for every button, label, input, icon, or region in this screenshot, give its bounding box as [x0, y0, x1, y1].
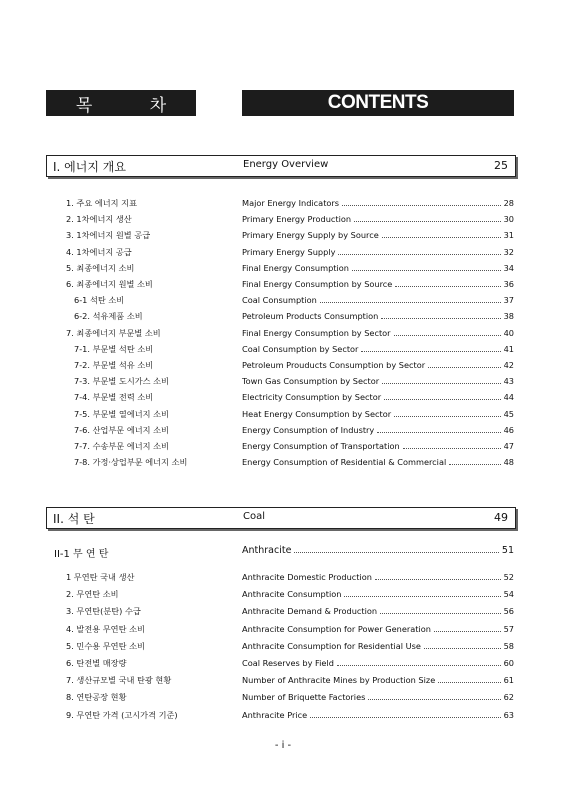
entry-english: Coal Consumption by Sector — [242, 343, 359, 354]
entry-korean: 7-4. 부문별 전력 소비 — [74, 392, 154, 403]
toc-entry — [0, 344, 566, 360]
entry-english-line — [242, 658, 514, 668]
entry-korean: 5. 민수용 무연탄 소비 — [66, 640, 145, 651]
entry-english: Anthracite Domestic Production — [242, 572, 372, 582]
entry-english-line — [242, 710, 514, 720]
entry-korean: 6. 탄전별 매장량 — [66, 658, 127, 668]
entry-korean: 7. 최종에너지 부문별 소비 — [66, 327, 161, 338]
entry-page: 34 — [503, 262, 514, 273]
entry-page: 32 — [503, 246, 514, 257]
toc-entry — [0, 675, 566, 691]
entry-korean: 7-2. 부문별 석유 소비 — [74, 360, 154, 370]
toc-entry — [0, 606, 566, 622]
entry-korean: 1. 주요 에너지 지표 — [66, 198, 137, 208]
entry-korean: 3. 무연탄(분탄) 수급 — [66, 606, 141, 617]
entry-english: Anthracite Consumption for Residential Use — [242, 640, 421, 651]
entry-page: 41 — [503, 343, 514, 354]
entry-english: Petroleum Products Consumption — [242, 311, 379, 322]
header-korean — [46, 90, 196, 116]
toc-entry — [0, 392, 566, 408]
toc-entry — [0, 589, 566, 605]
entry-english-line — [242, 328, 514, 338]
section-1-korean: I. 에너지 개요 — [53, 160, 126, 174]
entry-korean: 9. 무연탄 가격 (고시가격 기준) — [66, 709, 178, 720]
leader-dots — [361, 345, 500, 352]
entry-english-line — [242, 214, 514, 224]
entry-english-line — [242, 376, 514, 386]
section-1-page: 25 — [494, 159, 508, 172]
entry-page: 57 — [503, 623, 514, 634]
entry-page: 62 — [503, 692, 514, 703]
entry-page: 56 — [503, 606, 514, 617]
leader-dots — [384, 393, 501, 400]
entry-korean: 7-6. 산업부문 에너지 소비 — [74, 424, 169, 435]
toc-entry — [0, 624, 566, 640]
entry-english: Primary Energy Production — [242, 214, 352, 225]
entry-korean: 4. 1차에너지 공급 — [66, 246, 132, 257]
subsection-english: Anthracite — [242, 545, 292, 556]
entry-page: 28 — [503, 198, 514, 208]
subsection-english-line — [242, 545, 514, 556]
leader-dots — [342, 199, 501, 206]
entry-page: 45 — [503, 408, 514, 419]
leader-dots — [434, 625, 501, 632]
entry-english: Energy Consumption of Industry — [242, 424, 375, 435]
entry-korean: 7. 생산규모별 국내 탄광 현황 — [66, 675, 172, 686]
leader-dots — [354, 215, 501, 222]
section-2-box — [46, 507, 516, 529]
toc-entry — [0, 214, 566, 230]
header-english-text: CONTENTS — [327, 92, 429, 113]
entry-korean: 7-1. 부문별 석탄 소비 — [74, 343, 154, 354]
entry-english: Coal Consumption — [242, 295, 317, 306]
entry-korean: 7-7. 수송부문 에너지 소비 — [74, 441, 169, 451]
subsection-page: 51 — [501, 545, 514, 556]
toc-entry — [0, 710, 566, 726]
entry-english: Final Energy Consumption — [242, 262, 349, 273]
entry-english-line — [242, 247, 514, 257]
entry-page: 30 — [503, 214, 514, 225]
toc-entry — [0, 311, 566, 327]
leader-dots — [395, 280, 500, 287]
entry-korean: 7-3. 부문별 도시가스 소비 — [74, 376, 169, 387]
leader-dots — [428, 361, 500, 368]
toc-entry — [0, 692, 566, 708]
leader-dots — [310, 711, 500, 718]
entry-page: 48 — [503, 457, 514, 468]
entry-english: Anthracite Price — [242, 709, 308, 720]
toc-entry — [0, 198, 566, 214]
leader-dots — [394, 329, 501, 336]
leader-dots — [344, 590, 500, 597]
entry-english-line — [242, 360, 514, 370]
entry-page: 43 — [503, 376, 514, 387]
entry-english-line — [242, 198, 514, 208]
entry-page: 60 — [503, 658, 514, 668]
section-2-english: Coal — [243, 511, 266, 522]
entry-english-line — [242, 295, 514, 305]
toc-entry — [0, 360, 566, 376]
entry-english: Energy Consumption of Residential & Commercial — [242, 457, 447, 468]
entry-english: Electricity Consumption by Sector — [242, 392, 382, 403]
entry-page: 42 — [503, 360, 514, 370]
toc-entry — [0, 572, 566, 588]
leader-dots — [403, 442, 501, 449]
leader-dots — [320, 296, 501, 303]
toc-entry — [0, 279, 566, 295]
entry-english: Number of Briquette Factories — [242, 692, 366, 703]
entry-english-line — [242, 675, 514, 685]
entry-page: 54 — [503, 589, 514, 600]
entry-page: 61 — [503, 675, 514, 686]
leader-dots — [375, 573, 501, 580]
entry-english-line — [242, 624, 514, 634]
entry-korean: 4. 발전용 무연탄 소비 — [66, 623, 145, 634]
toc-entry — [0, 328, 566, 344]
toc-entry — [0, 230, 566, 246]
entry-english-line — [242, 589, 514, 599]
entry-english-line — [242, 457, 514, 467]
entry-english-line — [242, 441, 514, 451]
entry-korean: 7-8. 가정·상업부문 에너지 소비 — [74, 457, 188, 468]
entry-english-line — [242, 641, 514, 651]
entry-english-line — [242, 606, 514, 616]
entry-english: Town Gas Consumption by Sector — [242, 376, 380, 387]
toc-entry — [0, 295, 566, 311]
entry-page: 37 — [503, 295, 514, 306]
toc-entry — [0, 409, 566, 425]
leader-dots — [352, 264, 501, 271]
entry-english-line — [242, 230, 514, 240]
entry-english: Number of Anthracite Mines by Production Size — [242, 675, 436, 686]
toc-entry — [0, 658, 566, 674]
entry-english-line — [242, 572, 514, 582]
entry-korean: 2. 무연탄 소비 — [66, 589, 119, 600]
entry-korean: 6-2. 석유제품 소비 — [74, 311, 143, 322]
leader-dots — [337, 659, 501, 666]
toc-entry — [0, 376, 566, 392]
header-english — [242, 90, 514, 116]
toc-entry — [0, 263, 566, 279]
toc-entry — [0, 457, 566, 473]
header-korean-text: 목 차 — [75, 95, 193, 116]
entry-english-line — [242, 692, 514, 702]
entry-english: Primary Energy Supply — [242, 246, 336, 257]
toc-entry — [0, 425, 566, 441]
leader-dots — [377, 426, 500, 433]
entry-korean: 7-5. 부문별 열에너지 소비 — [74, 408, 169, 419]
entry-english-line — [242, 311, 514, 321]
entry-english-line — [242, 344, 514, 354]
leader-dots — [368, 693, 500, 700]
section-2-korean: II. 석 탄 — [53, 512, 95, 526]
entry-page: 52 — [503, 572, 514, 582]
section-1-box — [46, 155, 516, 177]
entry-korean: 2. 1차에너지 생산 — [66, 214, 132, 225]
entry-english-line — [242, 279, 514, 289]
section-1-english: Energy Overview — [243, 159, 329, 170]
entry-english-line — [242, 409, 514, 419]
entry-page: 31 — [503, 230, 514, 241]
entry-page: 44 — [503, 392, 514, 403]
entry-english: Petroleum Prouducts Consumption by Sector — [242, 360, 426, 370]
toc-entry — [0, 441, 566, 457]
entry-page: 38 — [503, 311, 514, 322]
entry-korean: 1 무연탄 국내 생산 — [66, 572, 135, 582]
entry-page: 63 — [503, 709, 514, 720]
entry-korean: 3. 1차에너지 원별 공급 — [66, 230, 151, 241]
entry-page: 36 — [503, 279, 514, 289]
leader-dots — [338, 248, 500, 255]
entry-english: Coal Reserves by Field — [242, 658, 334, 668]
entry-english: Major Energy Indicators — [242, 198, 340, 208]
entry-english-line — [242, 392, 514, 402]
entry-page: 58 — [503, 640, 514, 651]
leader-dots — [424, 642, 501, 649]
entry-english: Anthracite Consumption — [242, 589, 342, 600]
leader-dots — [380, 607, 501, 614]
leader-dots — [382, 377, 500, 384]
leader-dots — [438, 676, 500, 683]
leader-dots — [394, 410, 500, 417]
entry-english-line — [242, 263, 514, 273]
entry-english: Final Energy Consumption by Sector — [242, 327, 391, 338]
toc-entry — [0, 641, 566, 657]
entry-korean: 6-1 석탄 소비 — [74, 295, 125, 306]
leader-dots — [449, 458, 500, 465]
entry-korean: 6. 최종에너지 원별 소비 — [66, 279, 153, 289]
entry-english: Final Energy Consumption by Source — [242, 279, 393, 289]
entry-page: 40 — [503, 327, 514, 338]
entry-page: 46 — [503, 424, 514, 435]
leader-dots — [381, 312, 500, 319]
leader-dots — [294, 546, 498, 553]
entry-page: 47 — [503, 441, 514, 451]
entry-english: Anthracite Consumption for Power Generation — [242, 623, 431, 634]
entry-english-line — [242, 425, 514, 435]
subsection-korean: II-1 무 연 탄 — [54, 549, 109, 560]
entry-english: Heat Energy Consumption by Sector — [242, 408, 392, 419]
leader-dots — [382, 231, 501, 238]
toc-entry — [0, 247, 566, 263]
entry-english: Primary Energy Supply by Source — [242, 230, 379, 241]
entry-english: Anthracite Demand & Production — [242, 606, 378, 617]
section-2-page: 49 — [494, 511, 508, 524]
entry-korean: 8. 연탄공장 현황 — [66, 692, 127, 703]
page-number: - i - — [274, 740, 292, 751]
entry-korean: 5. 최종에너지 소비 — [66, 262, 135, 273]
entry-english: Energy Consumption of Transportation — [242, 441, 400, 451]
